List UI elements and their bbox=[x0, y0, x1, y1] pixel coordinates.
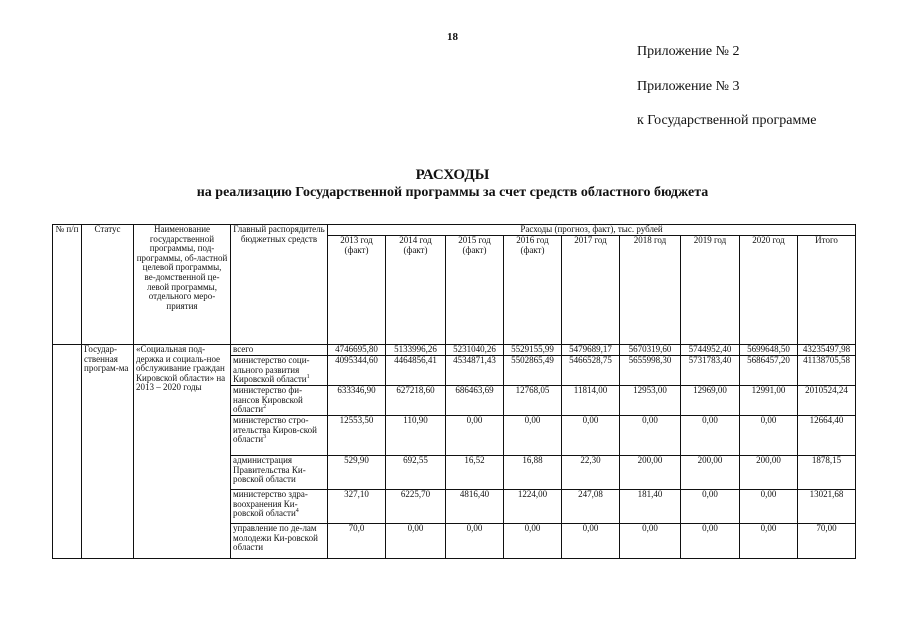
cell-manager bbox=[231, 524, 328, 559]
cell-value: 5529155,99 bbox=[504, 345, 562, 356]
cell-value: 4095344,60 bbox=[328, 356, 386, 386]
appendix-3-label: Приложение № 3 bbox=[637, 79, 740, 94]
manager-text: министерство стро-ительства Киров-ской области bbox=[233, 415, 317, 445]
cell-value: 627218,60 bbox=[386, 386, 446, 416]
cell-status: Государ-ственная програм-ма bbox=[82, 345, 134, 559]
cell-total: 13021,68 bbox=[798, 490, 856, 524]
cell-value: 11814,00 bbox=[562, 386, 620, 416]
header-name: Наименование государственной программы, под-программы, об-ластной целевой программы, ве-домственной це-левой программы, отдельного меро-приятия bbox=[134, 225, 231, 345]
cell-value: 22,30 bbox=[562, 456, 620, 490]
cell-value: 1224,00 bbox=[504, 490, 562, 524]
cell-total: 41138705,58 bbox=[798, 356, 856, 386]
header-number: № п/п bbox=[53, 225, 82, 345]
cell-value: 686463,69 bbox=[446, 386, 504, 416]
cell-value: 0,00 bbox=[620, 524, 681, 559]
cell-value: 4746695,80 bbox=[328, 345, 386, 356]
table-row bbox=[53, 345, 856, 356]
cell-value: 5731783,40 bbox=[681, 356, 740, 386]
cell-value: 5744952,40 bbox=[681, 345, 740, 356]
document-title-block bbox=[0, 166, 905, 202]
cell-total: 70,00 bbox=[798, 524, 856, 559]
cell-value: 633346,90 bbox=[328, 386, 386, 416]
cell-value: 6225,70 bbox=[386, 490, 446, 524]
cell-value: 0,00 bbox=[620, 416, 681, 456]
manager-text: министерство фи-нансов Кировской области bbox=[233, 385, 303, 415]
cell-value: 0,00 bbox=[446, 416, 504, 456]
cell-value: 5479689,17 bbox=[562, 345, 620, 356]
cell-value: 0,00 bbox=[681, 416, 740, 456]
footnote-mark: 2 bbox=[263, 404, 267, 411]
cell-value: 181,40 bbox=[620, 490, 681, 524]
cell-manager bbox=[231, 386, 328, 416]
cell-value: 12969,00 bbox=[681, 386, 740, 416]
manager-text: министерство соци-ального развития Кировской области bbox=[233, 355, 310, 385]
cell-value: 0,00 bbox=[740, 524, 798, 559]
cell-value: 0,00 bbox=[740, 490, 798, 524]
cell-value: 70,0 bbox=[328, 524, 386, 559]
cell-total: 2010524,24 bbox=[798, 386, 856, 416]
manager-text: управление по де-лам молодежи Ки-ровской области bbox=[233, 523, 318, 553]
cell-value: 16,88 bbox=[504, 456, 562, 490]
manager-text: министерство здра-воохранения Ки-ровской области bbox=[233, 489, 308, 519]
cell-value: 0,00 bbox=[562, 524, 620, 559]
document-subtitle: на реализацию Государственной программы за счет средств областного бюджета bbox=[196, 185, 709, 200]
header-expenses: Расходы (прогноз, факт), тыс. рублей bbox=[328, 225, 856, 236]
header-year: 2014 год (факт) bbox=[386, 236, 446, 345]
cell-value: 327,10 bbox=[328, 490, 386, 524]
footnote-mark: 4 bbox=[295, 508, 299, 515]
appendix-reference: к Государственной программе bbox=[637, 113, 817, 128]
cell-value: 4816,40 bbox=[446, 490, 504, 524]
cell-value: 200,00 bbox=[620, 456, 681, 490]
cell-manager bbox=[231, 416, 328, 456]
cell-value: 110,90 bbox=[386, 416, 446, 456]
cell-total: 43235497,98 bbox=[798, 345, 856, 356]
cell-value: 200,00 bbox=[681, 456, 740, 490]
manager-text: администрация Правительства Ки-ровской области bbox=[233, 455, 306, 485]
cell-value: 529,90 bbox=[328, 456, 386, 490]
cell-manager bbox=[231, 356, 328, 386]
cell-value: 5502865,49 bbox=[504, 356, 562, 386]
cell-total: 1878,15 bbox=[798, 456, 856, 490]
cell-total: 12664,40 bbox=[798, 416, 856, 456]
header-year: 2018 год bbox=[620, 236, 681, 345]
cell-value: 16,52 bbox=[446, 456, 504, 490]
cell-manager bbox=[231, 456, 328, 490]
cell-value: 0,00 bbox=[740, 416, 798, 456]
cell-value: 12553,50 bbox=[328, 416, 386, 456]
cell-value: 5466528,75 bbox=[562, 356, 620, 386]
header-year: 2020 год bbox=[740, 236, 798, 345]
cell-value: 0,00 bbox=[386, 524, 446, 559]
page-number: 18 bbox=[447, 31, 458, 43]
appendix-2-label: Приложение № 2 bbox=[637, 44, 740, 59]
header-year: 2015 год (факт) bbox=[446, 236, 504, 345]
cell-program-name: «Социальная под-держка и социаль-ное обслуживание граждан Кировской области» на 2013 – 2020 годы bbox=[134, 345, 231, 559]
header-total: Итого bbox=[798, 236, 856, 345]
cell-manager: всего bbox=[231, 345, 328, 356]
header-year: 2019 год bbox=[681, 236, 740, 345]
header-year: 2017 год bbox=[562, 236, 620, 345]
footnote-mark: 3 bbox=[263, 434, 267, 441]
expenses-table bbox=[52, 224, 856, 559]
header-year: 2016 год (факт) bbox=[504, 236, 562, 345]
cell-value: 12953,00 bbox=[620, 386, 681, 416]
cell-value: 5655998,30 bbox=[620, 356, 681, 386]
cell-value: 200,00 bbox=[740, 456, 798, 490]
header-manager: Главный распорядитель бюджетных средств bbox=[231, 225, 328, 345]
cell-value: 5231040,26 bbox=[446, 345, 504, 356]
cell-value: 4464856,41 bbox=[386, 356, 446, 386]
cell-value: 0,00 bbox=[504, 524, 562, 559]
header-status: Статус bbox=[82, 225, 134, 345]
cell-value: 4534871,43 bbox=[446, 356, 504, 386]
cell-value: 5670319,60 bbox=[620, 345, 681, 356]
cell-value: 0,00 bbox=[681, 524, 740, 559]
cell-value: 0,00 bbox=[504, 416, 562, 456]
header-year: 2013 год (факт) bbox=[328, 236, 386, 345]
cell-value: 0,00 bbox=[681, 490, 740, 524]
cell-value: 247,08 bbox=[562, 490, 620, 524]
cell-value: 5686457,20 bbox=[740, 356, 798, 386]
cell-value: 5133996,26 bbox=[386, 345, 446, 356]
document-title: РАСХОДЫ bbox=[415, 167, 490, 183]
cell-value: 0,00 bbox=[446, 524, 504, 559]
cell-value: 12768,05 bbox=[504, 386, 562, 416]
cell-value: 12991,00 bbox=[740, 386, 798, 416]
cell-number bbox=[53, 345, 82, 559]
cell-value: 0,00 bbox=[562, 416, 620, 456]
cell-manager bbox=[231, 490, 328, 524]
cell-value: 692,55 bbox=[386, 456, 446, 490]
footnote-mark: 1 bbox=[306, 374, 310, 381]
cell-value: 5699648,50 bbox=[740, 345, 798, 356]
